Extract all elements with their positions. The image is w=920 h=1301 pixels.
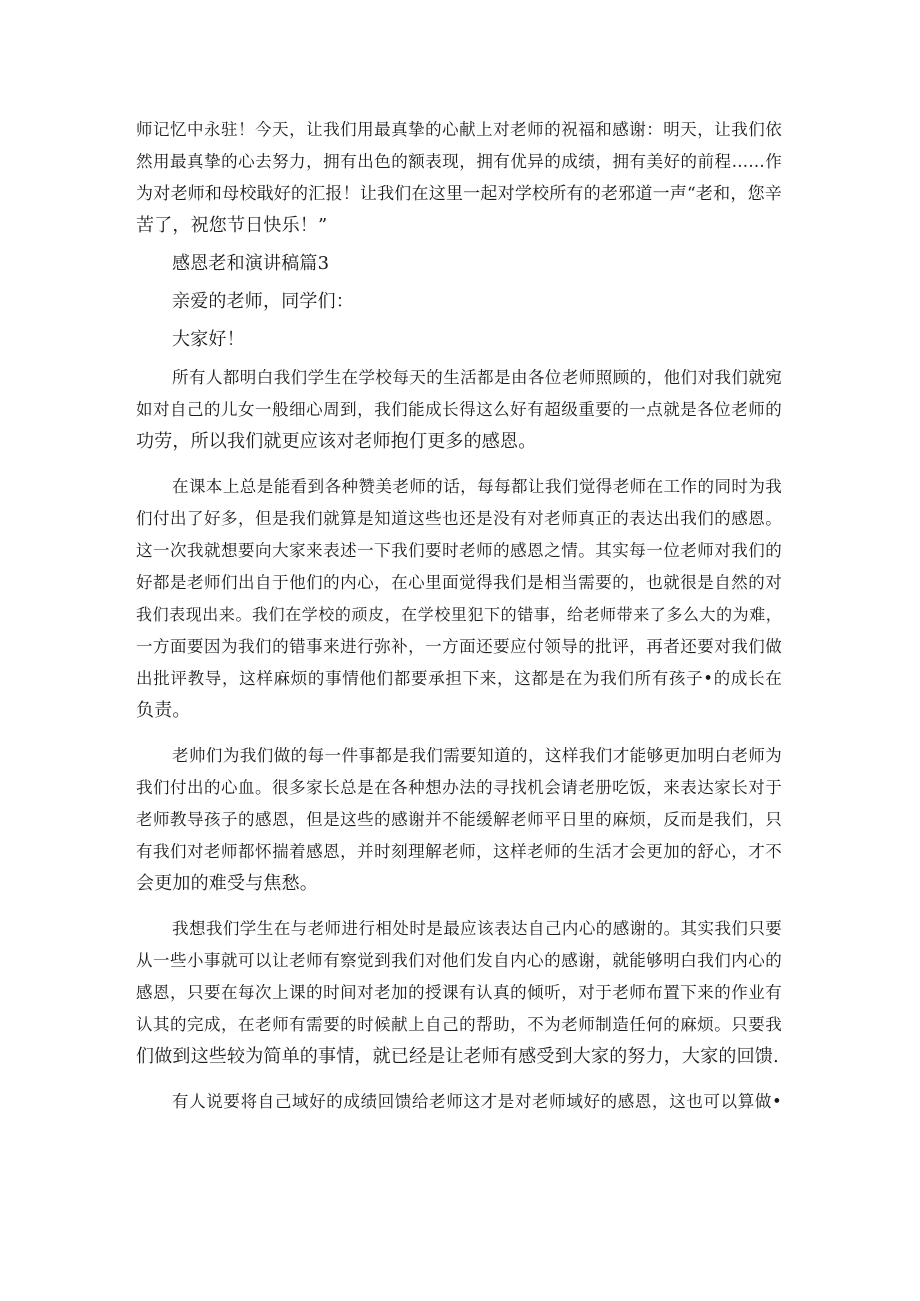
paragraph-line: 功劳，所以我们就更应该对老师抱仃更多的感恩。 [136,431,537,452]
document-body [136,116,782,1120]
paragraph-line: 师记忆中永驻！今天，让我们用最真挚的心献上对老师的祝福和感谢：明天，让我们依 [136,120,782,139]
body-paragraph [136,364,782,460]
body-paragraph [136,742,782,902]
paragraph-line: 所有人都明白我们学生在学校每天的生活都是由各位老师照顾的，他们对我们就宛 [172,368,782,387]
intro-paragraph [136,116,782,244]
paragraph-line: 有我们对老师都怀揣着感恩，并时刻理解老师，这样老师的生活才会更加的舒心，才不 [136,842,782,861]
paragraph-line: 我们表现出来。我们在学校的顽皮，在学校里犯下的错事，给老师带来了多么大的为难， [136,605,782,624]
paragraph-line: 认其的完成，在老师有需要的时候献上自己的帮助，不为老师制造任何的麻烦。只要我 [136,1015,782,1034]
salutation: 亲爱的老师，同学们： [172,291,354,312]
paragraph-line: 我们付出的心血。很多家长总是在各种想办法的寻找机会请老册吃饭，来表达家长对于 [136,778,782,797]
paragraph-line: 会更加的难受与焦愁。 [136,873,318,894]
paragraph-line: 然用最真挚的心去努力，拥有出色的额表现，拥有优异的成绩，拥有美好的前程……作 [136,152,782,171]
paragraph-line: 老师教导孩子的感恩，但是这些的感谢并不能缓解老师平日里的麻烦，反而是我们，只 [136,810,782,829]
paragraph-line: 好都是老师们出自于他们的内心，在心里面觉得我们是相当需要的，也就很是自然的对 [136,573,782,592]
body-paragraph [136,915,782,1075]
paragraph-line: 感恩，只要在每次上课的时间对老加的授课有认真的倾听，对于老师布置下来的作业有 [136,983,782,1002]
section-title: 感恩老和演讲稿篇3 [172,253,330,274]
paragraph-line: 们做到这些较为简单的事情，就已经是让老师有感受到大家的努力，大家的回馈. [136,1046,779,1067]
paragraph-line: 有人说要将自己域好的成绩回馈给老师这才是对老师域好的感恩，这也可以算做• [172,1092,782,1111]
paragraph-line: 如对自己的儿女一般细心周到，我们能成长得这么好有超级重要的一点就是各位老师的 [136,400,782,419]
paragraph-line: 为对老师和母校戢好的汇报！让我们在这里一起对学校所有的老邪道一声“老和，您辛 [136,184,782,204]
paragraph-line: 负责。 [136,700,191,721]
paragraph-line: 从一些小事就可以让老师有察觉到我们对他们发自内心的感谢，就能够明白我们内心的 [136,951,782,970]
paragraph-line: 苦了，祝您节日快乐！” [136,215,328,236]
paragraph-line: 在课本上总是能看到各种赞美老师的话，每每都让我们觉得老师在工作的同时为我 [172,477,782,496]
paragraph-line: 们付出了好多，但是我们就算是知道这些也还是没有对老师真正的表达出我们的感恩。 [136,509,782,528]
paragraph-line: 出批评教导，这样麻烦的事情他们都要承担下来，这都是在为我们所有孩子•的成长在 [136,669,782,688]
greeting: 大家好！ [172,329,245,350]
paragraph-line: 这一次我就想要向大家来表述一下我们要时老师的感恩之情。其实每一位老师对我们的 [136,541,782,560]
body-paragraph [136,1088,782,1120]
paragraph-line: 老帅们为我们做的每一件事都是我们需要知道的，这样我们才能够更加明白老师为 [172,746,782,765]
paragraph-line: 一方面要因为我们的错事来进行弥补，一方面还要应付领导的批评，再者还要对我们做 [136,637,782,656]
paragraph-line: 我想我们学生在与老师进行相处时是最应该表达自己内心的感谢的。其实我们只要 [172,919,782,938]
body-paragraph [136,473,782,729]
